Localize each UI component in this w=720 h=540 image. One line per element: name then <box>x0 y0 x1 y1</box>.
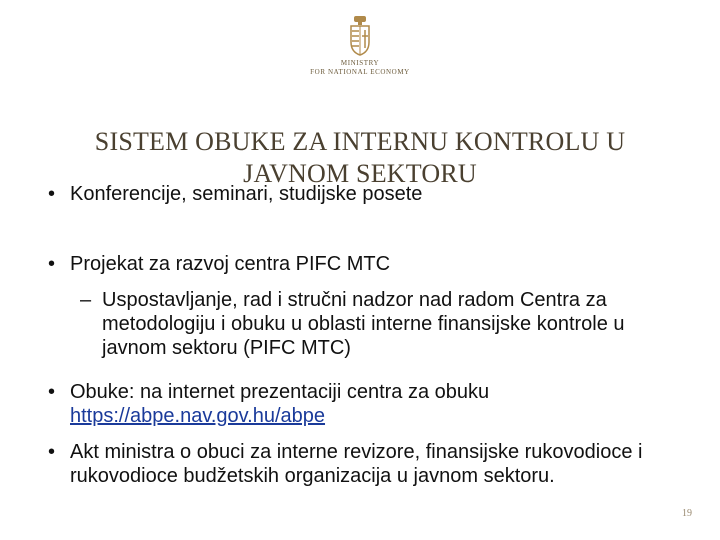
title-line-2: JAVNOM SEKTORU <box>243 159 477 188</box>
ministry-logo <box>300 16 420 86</box>
bullet-ministerial-act: • Akt ministra o obuci za interne revizore, finansijske rukovodioce i rukovodioce budžetskih organizacija u javnom sektoru. <box>48 441 643 487</box>
title-line-1: SISTEM OBUKE ZA INTERNU KONTROLU U <box>94 127 626 156</box>
bullet-icon: • <box>48 183 56 205</box>
page-number: 19 <box>682 508 692 519</box>
bullet-trainings: • Obuke: na internet prezentaciji centra za obuku https://abpe.nav.gov.hu/abpe <box>48 381 490 427</box>
slide-title <box>40 126 680 190</box>
logo-line-2: FOR NATIONAL ECONOMY <box>310 68 410 76</box>
bullet-icon: • <box>48 253 56 275</box>
bullet-conferences: • Konferencije, seminari, studijske posete <box>48 183 423 205</box>
sub-bullet-establishment: – Uspostavljanje, rad i stručni nadzor nad radom Centra za metodologiju i obuku u oblasti interne finansijske kontrole u javnom sektoru (PIFC MTC) <box>80 289 625 359</box>
coat-of-arms-icon <box>348 16 372 56</box>
bullet-icon: • <box>48 441 56 463</box>
logo-line-1: MINISTRY <box>340 59 380 67</box>
bullet-icon: • <box>48 381 56 403</box>
dash-icon: – <box>80 289 92 311</box>
bullet-project: • Projekat za razvoj centra PIFC MTC <box>48 253 391 275</box>
training-center-link[interactable]: https://abpe.nav.gov.hu/abpe <box>70 405 326 427</box>
